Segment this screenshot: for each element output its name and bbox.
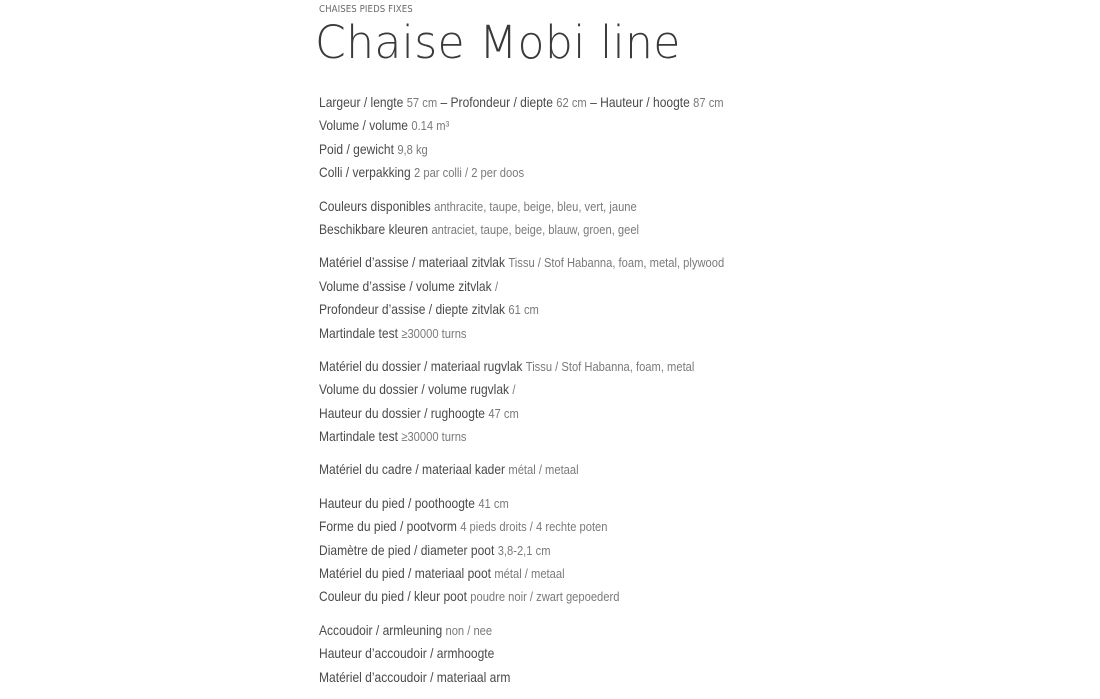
spec-label: Matériel du dossier / materiaal rugvlak <box>319 357 523 374</box>
spec-value: / <box>495 278 499 294</box>
spec-line <box>319 218 973 241</box>
spec-label: Accoudoir / armleuning <box>319 621 443 638</box>
spec-value: métal / metaal <box>494 566 565 582</box>
spec-line <box>319 138 973 161</box>
spec-label: Matériel d’assise / materiaal zitvlak <box>319 254 506 271</box>
product-category: CHAISES PIEDS FIXES <box>319 4 413 15</box>
spec-label: – Hauteur / hoogte <box>590 94 690 110</box>
spec-line <box>319 402 973 425</box>
spec-value: 61 cm <box>508 302 539 318</box>
spec-label: Poid / gewicht <box>319 140 394 157</box>
spec-label: Hauteur du pied / poothoogte <box>319 494 475 511</box>
spec-line <box>319 458 973 481</box>
spec-label: – Profondeur / diepte <box>440 94 553 110</box>
spec-value: ≥30000 turns <box>401 325 467 341</box>
spec-label: Matériel d’accoudoir / materiaal arm <box>319 668 511 685</box>
spec-value: antraciet, taupe, beige, blauw, groen, geel <box>431 221 640 237</box>
product-content <box>315 0 1079 699</box>
spec-value: 3,8-2,1 cm <box>497 542 551 558</box>
spec-line <box>319 161 973 184</box>
spec-line <box>319 539 973 562</box>
spec-label: Diamètre de pied / diameter poot <box>319 541 495 558</box>
spec-line <box>319 298 973 321</box>
spec-line <box>319 642 973 665</box>
spec-label: Couleur du pied / kleur poot <box>319 588 467 605</box>
spec-label: Hauteur d’accoudoir / armhoogte <box>319 645 495 662</box>
spec-value: poudre noir / zwart gepoederd <box>470 589 620 605</box>
spec-value: 41 cm <box>478 495 509 511</box>
spec-label: Volume / volume <box>319 117 409 134</box>
spec-value: / <box>512 382 516 398</box>
spec-value: 57 cm <box>406 95 438 110</box>
spec-value: 47 cm <box>488 405 519 421</box>
spec-label: Couleurs disponibles <box>319 197 431 214</box>
spec-line <box>319 515 973 538</box>
spec-line <box>319 492 973 515</box>
spec-line <box>319 251 973 274</box>
spec-group <box>319 195 1079 242</box>
spec-label: Matériel du pied / materiaal poot <box>319 565 491 582</box>
spec-label: Matériel du cadre / materiaal kader <box>319 461 506 478</box>
spec-value: ≥30000 turns <box>401 429 467 445</box>
spec-value: non / nee <box>445 622 493 638</box>
spec-line <box>319 562 973 585</box>
spec-label: Forme du pied / pootvorm <box>319 518 457 535</box>
spec-label: Colli / verpakking <box>319 164 411 181</box>
product-title: Chaise Mobi line <box>315 16 681 69</box>
spec-group <box>319 458 1079 481</box>
spec-value: 87 cm <box>693 95 724 110</box>
spec-value: métal / metaal <box>508 462 579 478</box>
product-specs <box>319 91 1079 689</box>
spec-group <box>319 355 1079 449</box>
spec-label: Hauteur du dossier / rughoogte <box>319 404 485 421</box>
spec-value: 4 pieds droits / 4 rechte poten <box>460 519 608 535</box>
spec-value: Tissu / Stof Habanna, foam, metal <box>525 358 695 374</box>
spec-label: Volume d’assise / volume zitvlak <box>319 277 492 294</box>
spec-line <box>319 91 973 114</box>
spec-value: 0.14 m³ <box>411 118 450 134</box>
spec-value: 9,8 kg <box>397 141 428 157</box>
spec-label: Volume du dossier / volume rugvlak <box>319 381 510 398</box>
spec-line <box>319 355 973 378</box>
spec-line <box>319 425 973 448</box>
spec-line <box>319 322 973 345</box>
spec-line <box>319 195 973 218</box>
spec-line <box>319 275 973 298</box>
spec-group <box>319 492 1079 609</box>
spec-label: Martindale test <box>319 324 398 341</box>
spec-label: Beschikbare kleuren <box>319 220 429 237</box>
spec-value: 62 cm <box>556 95 587 110</box>
spec-line <box>319 619 973 642</box>
spec-label: Martindale test <box>319 428 398 445</box>
spec-line <box>319 585 973 608</box>
spec-label: Profondeur d’assise / diepte zitvlak <box>319 301 506 318</box>
spec-group <box>319 619 1079 689</box>
spec-line <box>319 378 973 401</box>
spec-value: Tissu / Stof Habanna, foam, metal, plywood <box>508 255 725 271</box>
spec-line <box>319 114 973 137</box>
spec-value: anthracite, taupe, beige, bleu, vert, jaune <box>434 198 637 214</box>
spec-line <box>319 666 973 689</box>
spec-value: 2 par colli / 2 per doos <box>414 165 525 181</box>
spec-group <box>319 251 1079 345</box>
spec-label: Largeur / lengte <box>319 94 404 110</box>
spec-group <box>319 91 1079 185</box>
